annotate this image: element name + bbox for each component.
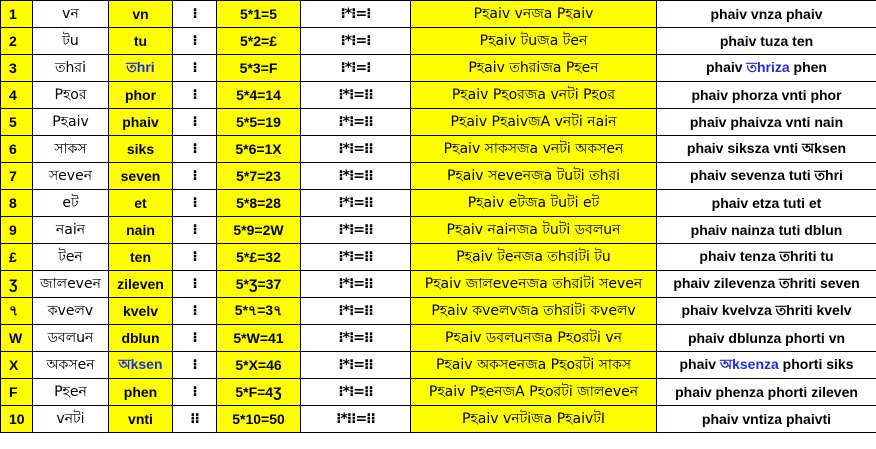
native-phrase: Pহaiv অকসeনজa Pহoরটi সাকস — [411, 352, 657, 379]
table-row — [1, 55, 876, 82]
romanized-phrase: phaiv vnza phaiv — [657, 1, 876, 28]
romanized-phrase: phaiv dblunza phorti vn — [657, 325, 876, 352]
dot-glyph: ⁝ — [173, 136, 217, 163]
row-number: 9 — [1, 217, 33, 244]
row-number: 7 — [1, 163, 33, 190]
romanized-phrase: phaiv kvelvza তhriti kvelv — [657, 298, 876, 325]
phrase-word: phen — [789, 59, 827, 75]
romanized-word: zileven — [109, 271, 173, 298]
romanized-phrase: phaiv phorza vnti phor — [657, 82, 876, 109]
romanized-word: vnti — [109, 406, 173, 433]
romanized-word: তhri — [109, 55, 173, 82]
table-row — [1, 163, 876, 190]
native-phrase: Pহaiv টuজa টeন — [411, 28, 657, 55]
romanized-word: phaiv — [109, 109, 173, 136]
romanized-phrase: phaiv tuza ten — [657, 28, 876, 55]
dot-equation: ⁝*⁝=⁝⁝ — [301, 190, 411, 217]
native-phrase: Pহaiv ডবলuনজa Pহoরটi vন — [411, 325, 657, 352]
dot-glyph: ⁝ — [173, 325, 217, 352]
equation: 5*6=1X — [217, 136, 301, 163]
dot-equation: ⁝*⁝=⁝⁝ — [301, 109, 411, 136]
dot-glyph: ⁝ — [173, 271, 217, 298]
native-word: Pহaiv — [33, 109, 109, 136]
dot-glyph: ⁝ — [173, 244, 217, 271]
phrase-word: তhriza — [742, 59, 790, 75]
equation: 5*10=50 — [217, 406, 301, 433]
table-row — [1, 325, 876, 352]
romanized-phrase: phaiv sevenza tuti তhri — [657, 163, 876, 190]
dot-equation: ⁝*⁝=⁝⁝ — [301, 325, 411, 352]
dot-glyph: ⁝⁝ — [173, 406, 217, 433]
table-row — [1, 298, 876, 325]
phrase-word: phaiv — [679, 356, 717, 372]
dot-equation: ⁝*⁝=⁝⁝ — [301, 217, 411, 244]
equation: 5*8=28 — [217, 190, 301, 217]
dot-equation: ⁝*⁝=⁝⁝ — [301, 82, 411, 109]
row-number: ৭ — [1, 298, 33, 325]
romanized-phrase: phaiv etza tuti et — [657, 190, 876, 217]
native-phrase: Pহaiv কveলvজa তhরiটi কveলv — [411, 298, 657, 325]
table-row — [1, 379, 876, 406]
table-row — [1, 271, 876, 298]
table-row — [1, 244, 876, 271]
table-row — [1, 352, 876, 379]
phrase-word: phorti — [778, 356, 823, 372]
table-row — [1, 1, 876, 28]
equation: 5*1=5 — [217, 1, 301, 28]
equation: 5*5=19 — [217, 109, 301, 136]
romanized-phrase: phaiv vntiza phaivti — [657, 406, 876, 433]
equation: 5*F=4Ʒ — [217, 379, 301, 406]
native-word: জালeveন — [33, 271, 109, 298]
row-number: 3 — [1, 55, 33, 82]
native-word: vন — [33, 1, 109, 28]
dot-equation: ⁝*⁝=⁝⁝ — [301, 244, 411, 271]
dot-equation: ⁝*⁝=⁝ — [301, 55, 411, 82]
dot-equation: ⁝*⁝=⁝⁝ — [301, 379, 411, 406]
row-number: 1 — [1, 1, 33, 28]
native-phrase: Pহaiv তhরiজa Pহeন — [411, 55, 657, 82]
phrase-word: siks — [822, 356, 854, 372]
native-word: নaiন — [33, 217, 109, 244]
romanized-word: dblun — [109, 325, 173, 352]
romanized-word: kvelv — [109, 298, 173, 325]
dot-glyph: ⁝ — [173, 298, 217, 325]
native-phrase: Pহaiv নaiনজa টuটi ডবলuন — [411, 217, 657, 244]
dot-glyph: ⁝ — [173, 379, 217, 406]
equation: 5*X=46 — [217, 352, 301, 379]
dot-equation: ⁝*⁝=⁝⁝ — [301, 352, 411, 379]
equation: 5*2=£ — [217, 28, 301, 55]
native-phrase: Pহaiv জালeveনজa তhরiটi সeveন — [411, 271, 657, 298]
romanized-word: vn — [109, 1, 173, 28]
native-word: অকসeন — [33, 352, 109, 379]
equation: 5*£=32 — [217, 244, 301, 271]
native-phrase: Pহaiv সeveনজa টuটi তhরi — [411, 163, 657, 190]
native-phrase: Pহaiv vনটiজa PহaivটI — [411, 406, 657, 433]
dot-equation: ⁝*⁝=⁝ — [301, 28, 411, 55]
row-number: 2 — [1, 28, 33, 55]
equation: 5*7=23 — [217, 163, 301, 190]
native-phrase: Pহaiv eটজa টuটi eট — [411, 190, 657, 217]
native-phrase: Pহaiv PহeনজA Pহoরটi জালeveন — [411, 379, 657, 406]
dot-equation: ⁝*⁝=⁝⁝ — [301, 298, 411, 325]
equation: 5*W=41 — [217, 325, 301, 352]
native-word: Pহoর — [33, 82, 109, 109]
table-row — [1, 190, 876, 217]
equation: 5*৭=3৭ — [217, 298, 301, 325]
table-row — [1, 28, 876, 55]
romanized-phrase — [657, 352, 876, 379]
dot-glyph: ⁝ — [173, 55, 217, 82]
romanized-word: phor — [109, 82, 173, 109]
romanized-word: seven — [109, 163, 173, 190]
native-word: Pহeন — [33, 379, 109, 406]
dot-equation: ⁝*⁝=⁝⁝ — [301, 271, 411, 298]
row-number: 6 — [1, 136, 33, 163]
phrase-word: phaiv — [706, 59, 743, 75]
table-row — [1, 109, 876, 136]
native-phrase: Pহaiv vনজa Pহaiv — [411, 1, 657, 28]
native-phrase: Pহaiv সাকসজa vনটi অকসeন — [411, 136, 657, 163]
equation: 5*9=2W — [217, 217, 301, 244]
dot-glyph: ⁝ — [173, 1, 217, 28]
row-number: 8 — [1, 190, 33, 217]
dot-glyph: ⁝ — [173, 82, 217, 109]
table-row — [1, 406, 876, 433]
romanized-phrase: phaiv phaivza vnti nain — [657, 109, 876, 136]
row-number: W — [1, 325, 33, 352]
equation: 5*Ʒ=37 — [217, 271, 301, 298]
dot-glyph: ⁝ — [173, 352, 217, 379]
native-word: eট — [33, 190, 109, 217]
row-number: Ʒ — [1, 271, 33, 298]
dot-glyph: ⁝ — [173, 163, 217, 190]
native-word: সাকস — [33, 136, 109, 163]
native-word: তhরi — [33, 55, 109, 82]
native-word: vনটi — [33, 406, 109, 433]
dot-glyph: ⁝ — [173, 190, 217, 217]
row-number: 5 — [1, 109, 33, 136]
romanized-phrase: phaiv zilevenza তhriti seven — [657, 271, 876, 298]
romanized-word: nain — [109, 217, 173, 244]
dot-glyph: ⁝ — [173, 109, 217, 136]
dot-glyph: ⁝ — [173, 28, 217, 55]
row-number: 4 — [1, 82, 33, 109]
romanized-word: ten — [109, 244, 173, 271]
equation: 5*4=14 — [217, 82, 301, 109]
dot-equation: ⁝*⁝=⁝⁝ — [301, 163, 411, 190]
romanized-phrase: phaiv phenza phorti zileven — [657, 379, 876, 406]
native-phrase: Pহaiv Pহoরজa vনটi Pহoর — [411, 82, 657, 109]
romanized-word: tu — [109, 28, 173, 55]
romanized-phrase — [657, 55, 876, 82]
native-word: ডবলuন — [33, 325, 109, 352]
table-row — [1, 136, 876, 163]
phrase-word: অksenza — [716, 356, 779, 372]
row-number: F — [1, 379, 33, 406]
dot-glyph: ⁝ — [173, 217, 217, 244]
dot-equation: ⁝*⁝⁝=⁝⁝ — [301, 406, 411, 433]
row-number: £ — [1, 244, 33, 271]
romanized-phrase: phaiv nainza tuti dblun — [657, 217, 876, 244]
dot-equation: ⁝*⁝=⁝⁝ — [301, 136, 411, 163]
romanized-phrase: phaiv siksza vnti অksen — [657, 136, 876, 163]
native-word: টeন — [33, 244, 109, 271]
native-phrase: Pহaiv PহaivজA vনটi নaiন — [411, 109, 657, 136]
romanized-word: phen — [109, 379, 173, 406]
row-number: 10 — [1, 406, 33, 433]
romanized-word: অksen — [109, 352, 173, 379]
table-row — [1, 82, 876, 109]
romanized-word: siks — [109, 136, 173, 163]
romanized-word: et — [109, 190, 173, 217]
native-word: সeveন — [33, 163, 109, 190]
table-row — [1, 217, 876, 244]
dot-equation: ⁝*⁝=⁝ — [301, 1, 411, 28]
native-word: টu — [33, 28, 109, 55]
native-phrase: Pহaiv টeনজa তhরiটi টu — [411, 244, 657, 271]
native-word: কveলv — [33, 298, 109, 325]
row-number: X — [1, 352, 33, 379]
romanized-phrase: phaiv tenza তhriti tu — [657, 244, 876, 271]
equation: 5*3=F — [217, 55, 301, 82]
